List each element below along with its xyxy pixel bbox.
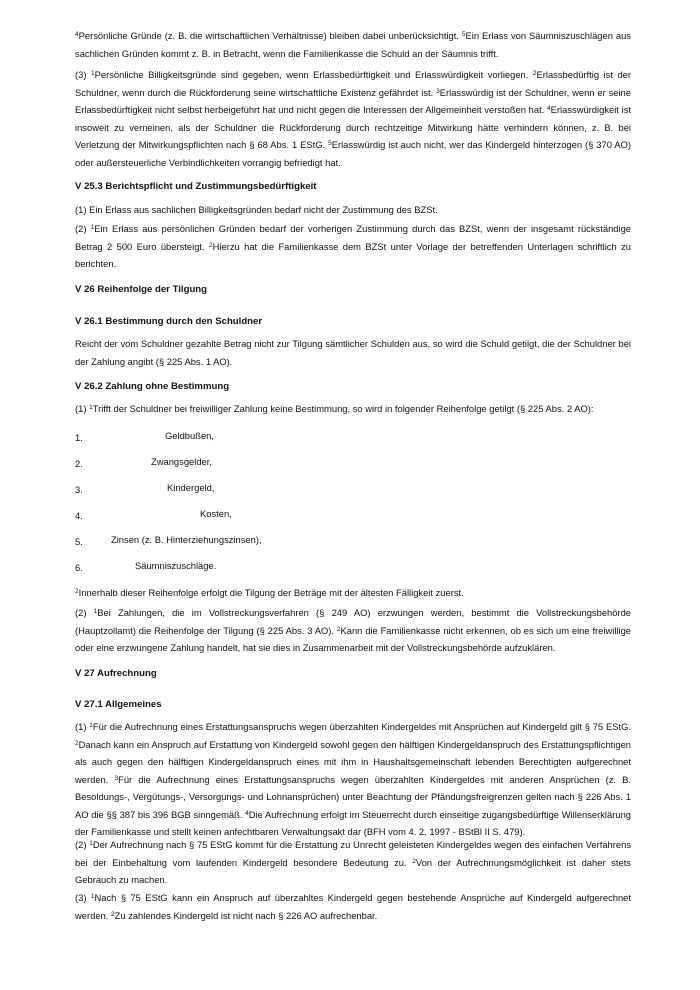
paragraph-v25-3-1: (1) Ein Erlass aus sachlichen Billigkeitsgründen bedarf nicht der Zustimmung des BZSt.	[75, 204, 438, 215]
list-item-number: 6.	[75, 562, 83, 573]
paragraph-v27-1-1: (1) $^1$Für die Aufrechnung eines Erstattungsanspruchs wegen überzahlten Kindergeldes mit Ansprüchen auf Kindergeld gilt § 75 EStG. $^2$Danach kann ein Anspruch auf Erstattung von Kindergeld sowohl gegen den hälftigen Kindergeldanspruch des Erstattungspflichtigen als auch gegen den hälftigen Kindergeldanspruch eines mit ihm in Haushaltsgemeinschaft lebenden Berechtigten aufgerechnet werden. $^3$Für die Aufrechnung eines Erstattungsanspruchs wegen überzahlten Kindergeldes mit anderen Ansprüchen (z. B. Besoldungs-, Vergütungs-, Versorgungs- und Lohnansprüchen) unter Beachtung der Pfändungsfreigrenzen gelten nach § 226 Abs. 1 AO die §§ 387 bis 396 BGB sinngemäß. $^4$Die Aufrechnung erfolgt im Steuerrecht durch einseitige zugangsbedürftige Willenserklärung der Familienkasse und stellt keinen anfechtbaren Verwaltungsakt dar (BFH vom 4. 2. 1997 - BStBl II S. 479).	[75, 721, 632, 837]
paragraph-v26-2-after-list: $^2$Innerhalb dieser Reihenfolge erfolgt die Tilgung der Beträge mit der ältesten Fälligkeit zuerst.	[75, 587, 464, 598]
list-item-number: 2.	[75, 458, 83, 469]
paragraph-v26-2-1: (1) $^1$Trifft der Schuldner bei freiwilliger Zahlung keine Bestimmung, so wird in folgender Reihenfolge getilgt (§ 225 Abs. 2 AO):	[75, 403, 594, 414]
paragraph-v27-1-2: (2) $^1$Der Aufrechnung nach § 75 EStG kommt für die Erstattung zu Unrecht geleisteten Kindergeldes wegen des einfachen Verfahrens bei der Einbehaltung vom laufenden Kindergeld besondere Bedeutung zu. $^2$Von der Aufrechnungsmöglichkeit ist daher stets Gebrauch zu machen.	[75, 839, 632, 885]
paragraph-v25-3-2: (2) $^1$Ein Erlass aus persönlichen Gründen bedarf der vorherigen Zustimmung durch das BZSt, wenn der insgesamt rückständige Betrag 2 500 Euro übersteigt. $^2$Hierzu hat die Familienkasse dem BZSt unter Vorlage der betreffenden Unterlagen schriftlich zu berichten.	[75, 223, 632, 269]
paragraph-top-2: (3) $^1$Persönliche Billigkeitsgründe sind gegeben, wenn Erlassbedürftigkeit und Erlasswürdigkeit vorliegen. $^2$Erlassbedürftig ist der Schuldner, wenn durch die Rückforderung seine wirtschaftliche Existenz gefährdet ist. $^3$Erlasswürdig ist der Schuldner, wenn er seine Erlassbedürftigkeit nicht selbst herbeigeführt hat und nicht gegen die Interessen der Allgemeinheit verstoßen hat. $^4$Erlasswürdigkeit ist insoweit zu verneinen, als der Schuldner die Rückforderung durch rechtzeitige Mitwirkung hätte verhindern können, z. B. bei Verletzung der Mitwirkungspflichten nach § 68 Abs. 1 EStG. $^5$Erlasswürdig ist auch nicht, wer das Kindergeld hinterzogen (§ 370 AO) oder außersteuerliche Verbindlichkeiten vorrangig befriedigt hat.	[75, 69, 632, 168]
paragraph-v26-2-2: (2) $^1$Bei Zahlungen, die im Vollstreckungsverfahren (§ 249 AO) erzwungen werden, bestimmt die Vollstreckungsbehörde (Hauptzollamt) die Reihenfolge der Tilgung (§ 225 Abs. 3 AO). $^2$Kann die Familienkasse nicht erkennen, ob es sich um eine freiwillige oder eine erzwungene Zahlung handelt, hat sie dies in Zusammenarbeit mit der Vollstreckungsbehörde aufzuklären.	[75, 607, 632, 653]
list-item-text: Kosten,	[200, 508, 232, 519]
heading-v26-1: V 26.1 Bestimmung durch den Schuldner	[75, 316, 263, 327]
list-item-number: 3.	[75, 484, 83, 495]
paragraph-top-1: $^4$Persönliche Gründe (z. B. die wirtschaftlichen Verhältnisse) bleiben dabei unberücksichtigt. $^5$Ein Erlass von Säumniszuschlägen aus sachlichen Gründen kommt z. B. in Betracht, wenn die Familienkasse die Schuld an der Säumnis trifft.	[75, 30, 631, 59]
list-item-text: Geldbußen,	[165, 430, 214, 441]
list-item-text: Säumniszuschläge.	[135, 560, 217, 571]
list-item-text: Zinsen (z. B. Hinterziehungszinsen),	[111, 534, 262, 545]
heading-v26: V 26 Reihenfolge der Tilgung	[75, 284, 208, 295]
list-item-number: 1.	[75, 432, 83, 443]
list-item-number: 5.	[75, 536, 83, 547]
paragraph-v27-1-3: (3) $^1$Nach § 75 EStG kann ein Anspruch auf überzahltes Kindergeld gegen bestehende Ansprüche auf Kindergeld aufgerechnet werden. $^2$Zu zahlendes Kindergeld ist nicht nach § 226 AO aufrechenbar.	[75, 892, 632, 921]
list-item-number: 4.	[75, 510, 83, 521]
heading-v27: V 27 Aufrechnung	[75, 668, 157, 679]
paragraph-v26-1: Reicht der vom Schuldner gezahlte Betrag nicht zur Tilgung sämtlicher Schulden aus, so wird die Schuld getilgt, die der Schuldner bei der Zahlung angibt (§ 225 Abs. 1 AO).	[75, 338, 631, 367]
list-item-text: Kindergeld,	[167, 482, 215, 493]
heading-v27-1: V 27.1 Allgemeines	[75, 699, 162, 710]
list-item-text: Zwangsgelder,	[151, 456, 212, 467]
heading-v26-2: V 26.2 Zahlung ohne Bestimmung	[75, 381, 230, 392]
heading-v25-3: V 25.3 Berichtspflicht und Zustimmungsbedürftigkeit	[75, 181, 317, 192]
